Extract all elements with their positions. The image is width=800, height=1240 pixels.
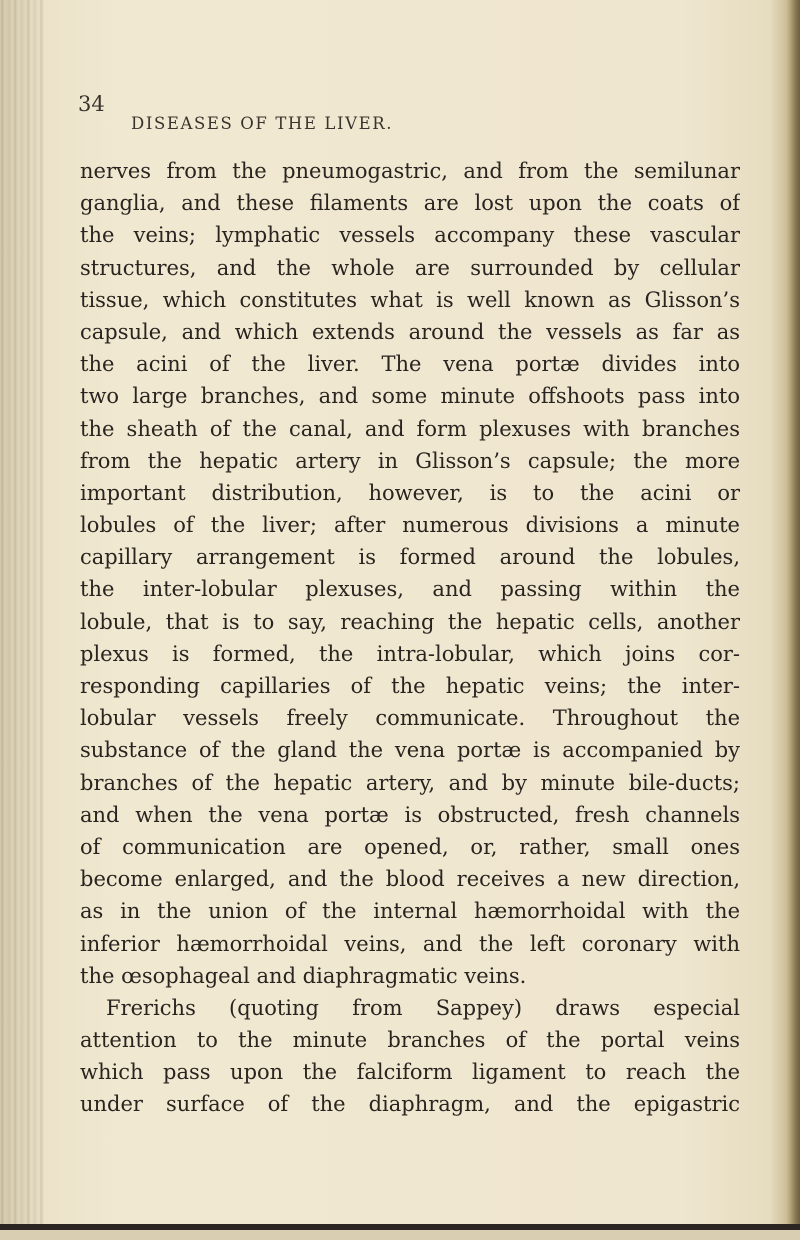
- text-line: two large branches, and some minute offshoots pass into: [80, 384, 740, 409]
- running-head: DISEASES OF THE LIVER.: [131, 114, 394, 133]
- text-line: nerves from the pneumogastric, and from the semilunar: [80, 159, 740, 183]
- text-line: lobule, that is to say, reaching the hepatic cells, another: [80, 609, 740, 634]
- text-line: as in the union of the internal hæmorrhoidal with the: [80, 899, 740, 924]
- page-edge-shadow: [786, 0, 800, 1240]
- text-line: tissue, which constitutes what is well known as Glisson’s: [80, 287, 740, 312]
- text-line: ganglia, and these filaments are lost upon the coats of: [80, 191, 740, 216]
- text-line: the œsophageal and diaphragmatic veins.: [80, 963, 527, 988]
- text-line: capsule, and which extends around the vessels as far as: [80, 319, 740, 344]
- text-line: the inter-lobular plexuses, and passing within the: [80, 577, 740, 602]
- text-line: which pass upon the falciform ligament to reach the: [80, 1060, 740, 1085]
- binding-shadow: [0, 0, 44, 1240]
- text-line: inferior hæmorrhoidal veins, and the left coronary with: [80, 931, 740, 956]
- paragraph-2: [80, 992, 740, 1121]
- body-text: [80, 155, 740, 1121]
- text-line: from the hepatic artery in Glisson’s capsule; the more: [80, 448, 740, 473]
- text-line: structures, and the whole are surrounded by cellular: [80, 255, 740, 280]
- text-line: and when the vena portæ is obstructed, fresh channels: [80, 802, 740, 827]
- text-line: the acini of the liver. The vena portæ divides into: [80, 352, 740, 377]
- text-line: responding capillaries of the hepatic veins; the inter-: [80, 674, 740, 698]
- text-line: branches of the hepatic artery, and by minute bile-ducts;: [80, 770, 740, 795]
- text-line: attention to the minute branches of the portal veins: [80, 1028, 740, 1053]
- text-line: under surface of the diaphragm, and the epigastric: [80, 1092, 740, 1117]
- text-line: substance of the gland the vena portæ is accompanied by: [80, 738, 740, 763]
- text-line: become enlarged, and the blood receives a new direction,: [80, 867, 740, 892]
- page-number: 34: [78, 92, 105, 116]
- text-line: Frerichs (quoting from Sappey) draws especial: [106, 995, 740, 1020]
- text-line: the sheath of the canal, and form plexuses with branches: [80, 416, 740, 441]
- text-line: plexus is formed, the intra-lobular, which joins cor-: [80, 641, 740, 666]
- page-bottom-margin: [0, 1230, 800, 1240]
- text-line: capillary arrangement is formed around the lobules,: [80, 545, 740, 570]
- text-line: of communication are opened, or, rather, small ones: [80, 834, 740, 859]
- paragraph-1: [80, 155, 740, 992]
- text-line: lobules of the liver; after numerous divisions a minute: [80, 513, 740, 538]
- text-line: the veins; lymphatic vessels accompany these vascular: [80, 223, 740, 248]
- text-line: important distribution, however, is to the acini or: [80, 480, 740, 505]
- text-line: lobular vessels freely communicate. Throughout the: [80, 706, 740, 731]
